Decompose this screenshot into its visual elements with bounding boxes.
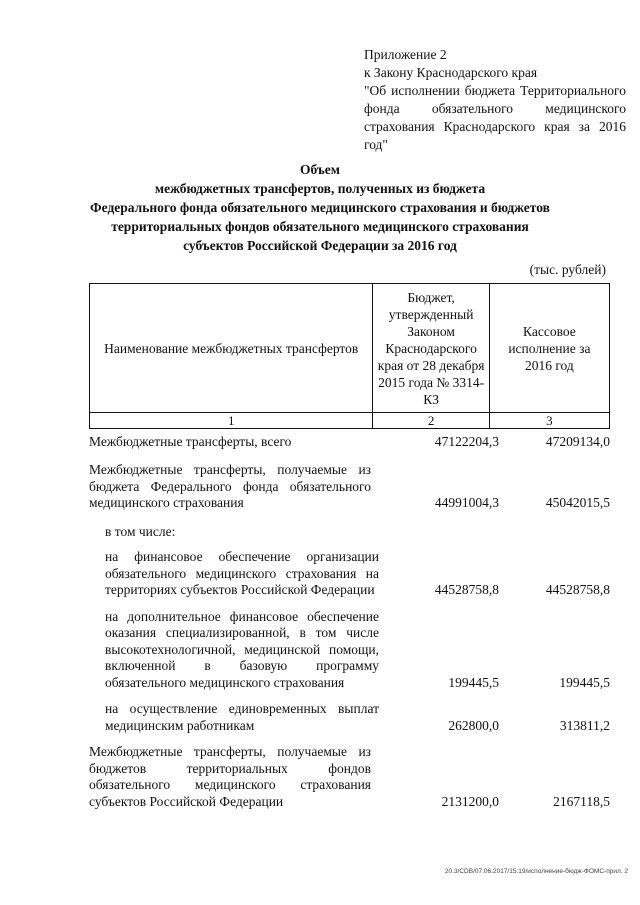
table-row bbox=[89, 524, 610, 541]
table-body bbox=[89, 434, 610, 810]
row-budget: 199445,5 bbox=[448, 674, 499, 690]
table-row bbox=[89, 701, 610, 734]
table-row bbox=[89, 434, 610, 456]
row-budget: 44991004,3 bbox=[434, 495, 499, 510]
row-execution: 313811,2 bbox=[559, 717, 610, 733]
row-name: Межбюджетные трансферты, получаемые из бюджетов территориальных фондов обязательного медицинского страхования субъектов Российской Федерации bbox=[89, 744, 371, 809]
footer-stamp: 20.3/CDB/07.06.2017/15:19/исполнение-бюдж-ФОМС-прил. 2 bbox=[444, 868, 628, 875]
row-execution: 199445,5 bbox=[559, 674, 610, 690]
title-line-1: Объем bbox=[300, 162, 340, 177]
appendix-line-2: к Закону Краснодарского края bbox=[364, 65, 538, 80]
appendix-line-1: Приложение 2 bbox=[364, 47, 447, 62]
title-line-5: субъектов Российской Федерации за 2016 год bbox=[183, 238, 457, 253]
row-budget: 2131200,0 bbox=[441, 793, 499, 809]
row-execution: 47209134,0 bbox=[545, 433, 610, 449]
row-name: на осуществление единовременных выплат медицинским работникам bbox=[105, 701, 379, 733]
row-budget: 47122204,3 bbox=[434, 433, 499, 449]
row-execution: 45042015,5 bbox=[545, 495, 610, 510]
row-name: в том числе: bbox=[105, 523, 176, 539]
title-line-2: межбюджетных трансфертов, полученных из бюджета bbox=[154, 181, 486, 196]
table-header bbox=[89, 283, 610, 429]
header-col-name: Наименование межбюджетных трансфертов bbox=[90, 284, 373, 413]
unit-label: (тыс. рублей) bbox=[529, 262, 606, 277]
table-row bbox=[89, 549, 610, 599]
row-name: на финансовое обеспечение организации обязательного медицинского страхования на территориях субъектов Российской Федерации bbox=[105, 549, 379, 597]
row-budget: 262800,0 bbox=[448, 717, 499, 733]
title-line-3: Федерального фонда обязательного медицинского страхования и бюджетов bbox=[90, 200, 550, 215]
title-line-4: территориальных фондов обязательного медицинского страхования bbox=[111, 219, 529, 234]
header-num-2: 2 bbox=[373, 413, 489, 429]
row-budget: 44528758,8 bbox=[434, 582, 499, 597]
row-execution: 2167118,5 bbox=[553, 793, 610, 809]
appendix-line-3: "Об исполнении бюджета Территориального фонда обязательного медицинского страхования Краснодарского края за 2016 год" bbox=[364, 83, 626, 152]
header-col-budget: Бюджет, утвержденный Законом Краснодарского края от 28 декабря 2015 года № 3314-КЗ bbox=[373, 284, 489, 413]
header-num-1: 1 bbox=[90, 413, 373, 429]
row-name: Межбюджетные трансферты, всего bbox=[89, 434, 292, 449]
table-row bbox=[89, 609, 610, 692]
header-col-execution: Кассовое исполнение за 2016 год bbox=[489, 284, 609, 413]
header-num-3: 3 bbox=[489, 413, 609, 429]
appendix-block bbox=[364, 46, 626, 154]
table-row bbox=[89, 462, 610, 512]
row-name: на дополнительное финансовое обеспечение оказания специализированной, в том числе высокотехнологичной, медицинской помощи, включенной в базовую программу обязательного медицинского страхования bbox=[105, 608, 379, 690]
row-execution: 44528758,8 bbox=[545, 582, 610, 597]
row-name: Межбюджетные трансферты, получаемые из бюджета Федерального фонда обязательного медицинского страхования bbox=[89, 462, 371, 510]
document-title bbox=[80, 160, 560, 255]
table-row bbox=[89, 744, 610, 810]
